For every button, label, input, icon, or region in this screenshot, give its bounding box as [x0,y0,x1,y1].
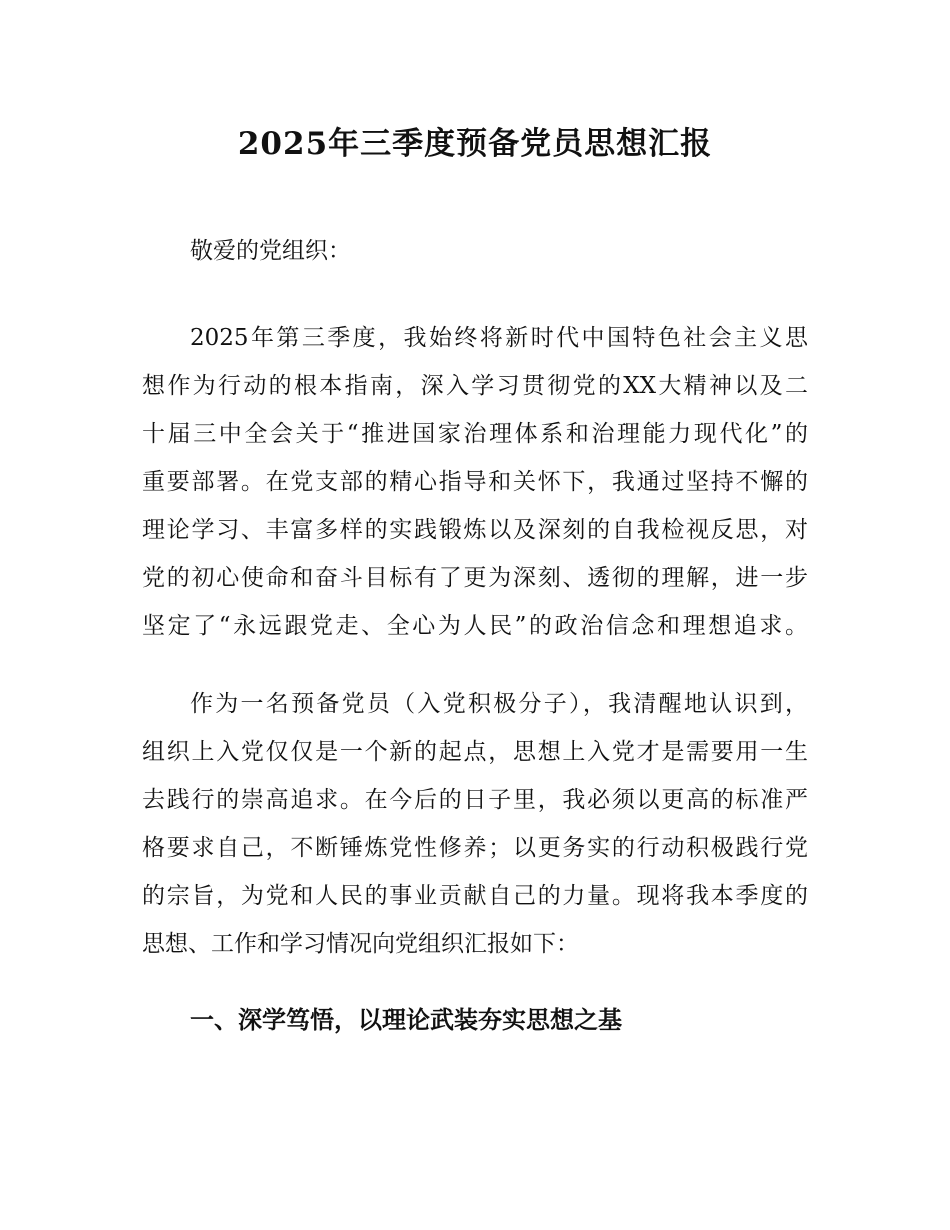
text-line: 十届三中全会关于“推进国家治理体系和治理能力现代化”的 [142,421,808,447]
text-line: 坚定了“永远跟党走、全心为人民”的政治信念和理想追求。 [142,613,808,639]
paragraph-2 [142,688,808,976]
text-line: 作为一名预备党员（入党积极分子），我清醒地认识到， [190,691,808,717]
text-line: 想作为行动的根本指南，深入学习贯彻党的XX大精神以及二 [142,373,808,399]
section-heading: 一、深学笃悟，以理论武装夯实思想之基 [190,1006,622,1034]
text-line: 的宗旨，为党和人民的事业贡献自己的力量。现将我本季度的 [142,883,808,909]
text-line: 思想、工作和学习情况向党组织汇报如下： [142,931,579,957]
text-line: 2025年第三季度，我始终将新时代中国特色社会主义思 [190,325,808,351]
text-line: 格要求自己，不断锤炼党性修养；以更务实的行动积极践行党 [142,835,808,861]
text-line: 去践行的崇高追求。在今后的日子里，我必须以更高的标准严 [142,787,808,813]
document-title: 2025年三季度预备党员思想汇报 [237,126,713,162]
text-line: 重要部署。在党支部的精心指导和关怀下，我通过坚持不懈的 [142,469,808,495]
text-line: 理论学习、丰富多样的实践锻炼以及深刻的自我检视反思，对 [142,517,808,543]
salutation: 敬爱的党组织： [190,238,351,264]
text-line: 组织上入党仅仅是一个新的起点，思想上入党才是需要用一生 [142,739,808,765]
text-line: 党的初心使命和奋斗目标有了更为深刻、透彻的理解，进一步 [142,565,808,591]
paragraph-1 [142,322,808,658]
